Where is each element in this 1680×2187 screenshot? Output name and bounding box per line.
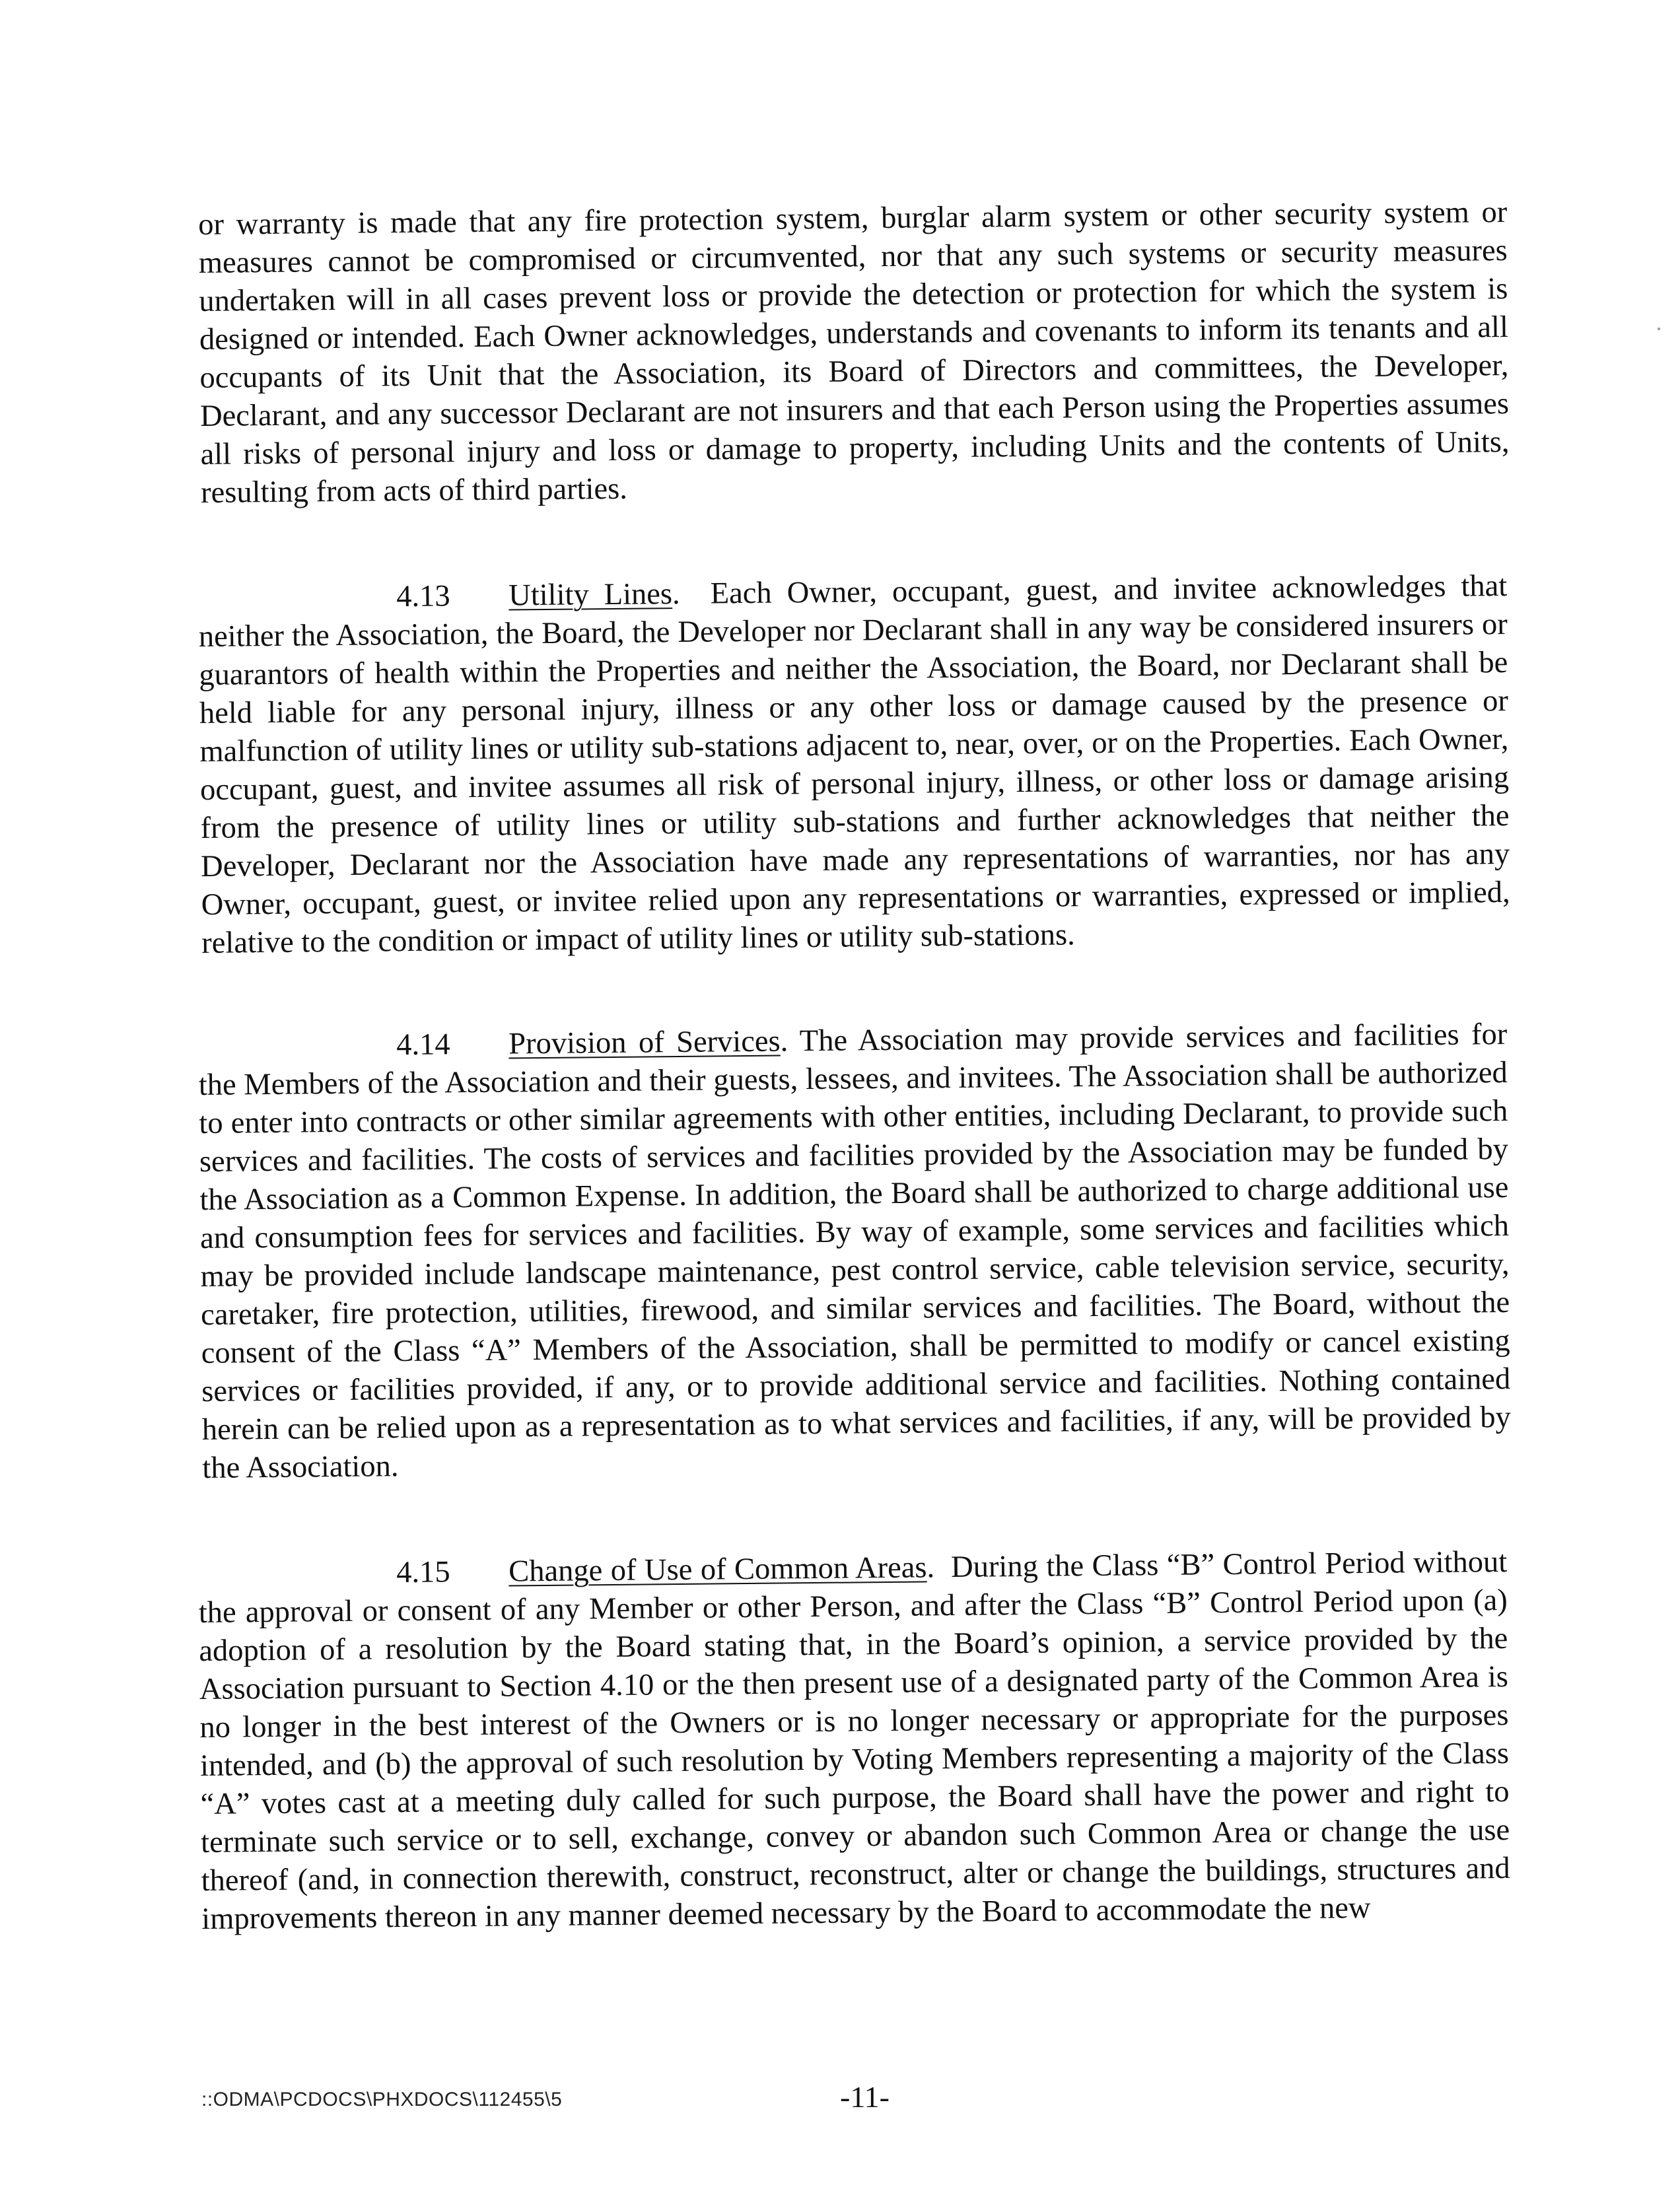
document-reference: ::ODMA\PCDOCS\PHXDOCS\112455\5: [201, 2089, 563, 2110]
section-text: Each Owner, occupant, guest, and invitee acknowledges that neither the Association, the Board, the Developer nor Declarant shall in any way be considered insurers or guarantors of health within the Properties and neither the Association, the Board, nor Declarant shall be held liable for any personal injury, illness or any other loss or damage caused by the presence or malfunction of utility lines or utility sub-stations adjacent to, near, over, or on the Properties. Each Owner, occupant, guest, and invitee assumes all risk of personal injury, illness, or other loss or damage arising from the presence of utility lines or utility sub-stations and further acknowledges that neither the Developer, Declarant nor the Association have made any representations of warranties, nor has any Owner, occupant, guest, or invitee relied upon any representations or warranties, expressed or implied, relative to the condition or impact of utility lines or utility sub-stations.: [198, 569, 1510, 960]
section-number: 4.15: [396, 1555, 450, 1590]
section-number: 4.14: [396, 1027, 450, 1062]
section-title: Utility Lines: [508, 577, 673, 613]
paragraph-indent: [198, 1582, 396, 1584]
paragraph-indent: [198, 606, 396, 608]
section-text: During the Class “B” Control Period without the approval or consent of any Member or other Person, and after the Class “B” Control Period upon (a) adoption of a resolution by the Board stating that, in the Board’s opinion, a service provided by the Association pursuant to Section 4.10 or the then present use of a designated party of the Common Area is no longer in the best interest of the Owners or is no longer necessary or appropriate for the purposes intended, and (b) the approval of such resolution by Voting Members representing a majority of the Class “A” votes cast at a meeting duly called for such purpose, the Board shall have the power and right to terminate such service or to sell, exchange, convey or abandon such Common Area or change the use thereof (and, in connection therewith, construct, reconstruct, alter or change the buildings, structures and improvements thereon in any manner deemed necessary by the Board to accommodate the new: [198, 1545, 1510, 1936]
section-4-13: 4.13 Utility Lines. Each Owner, occupant, guest, and invitee acknowledges that neither the Association, the Board, the Developer nor Declarant shall in any way be considered insurers or guarantors of health within the Properties and neither the Association, the Board, nor Declarant shall be held liable for any personal injury, illness or any other loss or damage caused by the presence or malfunction of utility lines or utility sub-stations adjacent to, near, over, or on the Properties. Each Owner, occupant, guest, and invitee assumes all risk of personal injury, illness, or other loss or damage arising from the presence of utility lines or utility sub-stations and further acknowledges that neither the Developer, Declarant nor the Association have made any representations of warranties, nor has any Owner, occupant, guest, or invitee relied upon any representations or warranties, expressed or implied, relative to the condition or impact of utility lines or utility sub-stations.: [198, 569, 1510, 960]
section-text: The Association may provide services and facilities for the Members of the Association and their guests, lessees, and invitees. The Association shall be authorized to enter into contracts or other similar agreements with other entities, including Declarant, to provide such services and facilities. The costs of services and facilities provided by the Association may be funded by the Association as a Common Expense. In addition, the Board shall be authorized to charge additional use and consumption fees for services and facilities. By way of example, some services and facilities which may be provided include landscape maintenance, pest control service, cable television service, security, caretaker, fire protection, utilities, firewood, and similar services and facilities. The Board, without the consent of the Class “A” Members of the Association, shall be permitted to modify or cancel existing services or facilities provided, if any, or to provide additional service and facilities. Nothing contained herein can be relied upon as a representation as to what services and facilities, if any, will be provided by the Association.: [198, 1017, 1511, 1485]
page-number: -11-: [840, 2080, 890, 2114]
paragraph-continuation: [198, 193, 1510, 512]
section-title: Provision of Services: [508, 1024, 781, 1061]
section-number: 4.13: [396, 579, 450, 614]
section-title: Change of Use of Common Areas: [508, 1550, 927, 1589]
scan-speck: [1658, 328, 1660, 330]
section-4-14: 4.14 Provision of Services. The Association may provide services and facilities for the Members of the Association and their guests, lessees, and invitees. The Association shall be authorized to enter into contracts or other similar agreements with other entities, including Declarant, to provide such services and facilities. The costs of services and facilities provided by the Association may be funded by the Association as a Common Expense. In addition, the Board shall be authorized to charge additional use and consumption fees for services and facilities. By way of example, some services and facilities which may be provided include landscape maintenance, pest control service, cable television service, security, caretaker, fire protection, utilities, firewood, and similar services and facilities. The Board, without the consent of the Class “A” Members of the Association, shall be permitted to modify or cancel existing services or facilities provided, if any, or to provide additional service and facilities. Nothing contained herein can be relied upon as a representation as to what services and facilities, if any, will be provided by the Association.: [198, 1017, 1511, 1485]
paragraph-indent: [198, 1055, 396, 1057]
paragraph-text: or warranty is made that any fire protection system, burglar alarm system or other security system or measures cannot be compromised or circumvented, nor that any such systems or security measures undertaken will in all cases prevent loss or provide the detection or protection for which the system is designed or intended. Each Owner acknowledges, understands and covenants to inform its tenants and all occupants of its Unit that the Association, its Board of Directors and committees, the Developer, Declarant, and any successor Declarant are not insurers and that each Person using the Properties assumes all risks of personal injury and loss or damage to property, including Units and the contents of Units, resulting from acts of third parties.: [198, 195, 1510, 510]
section-4-15: 4.15 Change of Use of Common Areas. During the Class “B” Control Period without the approval or consent of any Member or other Person, and after the Class “B” Control Period upon (a) adoption of a resolution by the Board stating that, in the Board’s opinion, a service provided by the Association pursuant to Section 4.10 or the then present use of a designated party of the Common Area is no longer in the best interest of the Owners or is no longer necessary or appropriate for the purposes intended, and (b) the approval of such resolution by Voting Members representing a majority of the Class “A” votes cast at a meeting duly called for such purpose, the Board shall have the power and right to terminate such service or to sell, exchange, convey or abandon such Common Area or change the use thereof (and, in connection therewith, construct, reconstruct, alter or change the buildings, structures and improvements thereon in any manner deemed necessary by the Board to accommodate the new: [198, 1545, 1510, 1936]
